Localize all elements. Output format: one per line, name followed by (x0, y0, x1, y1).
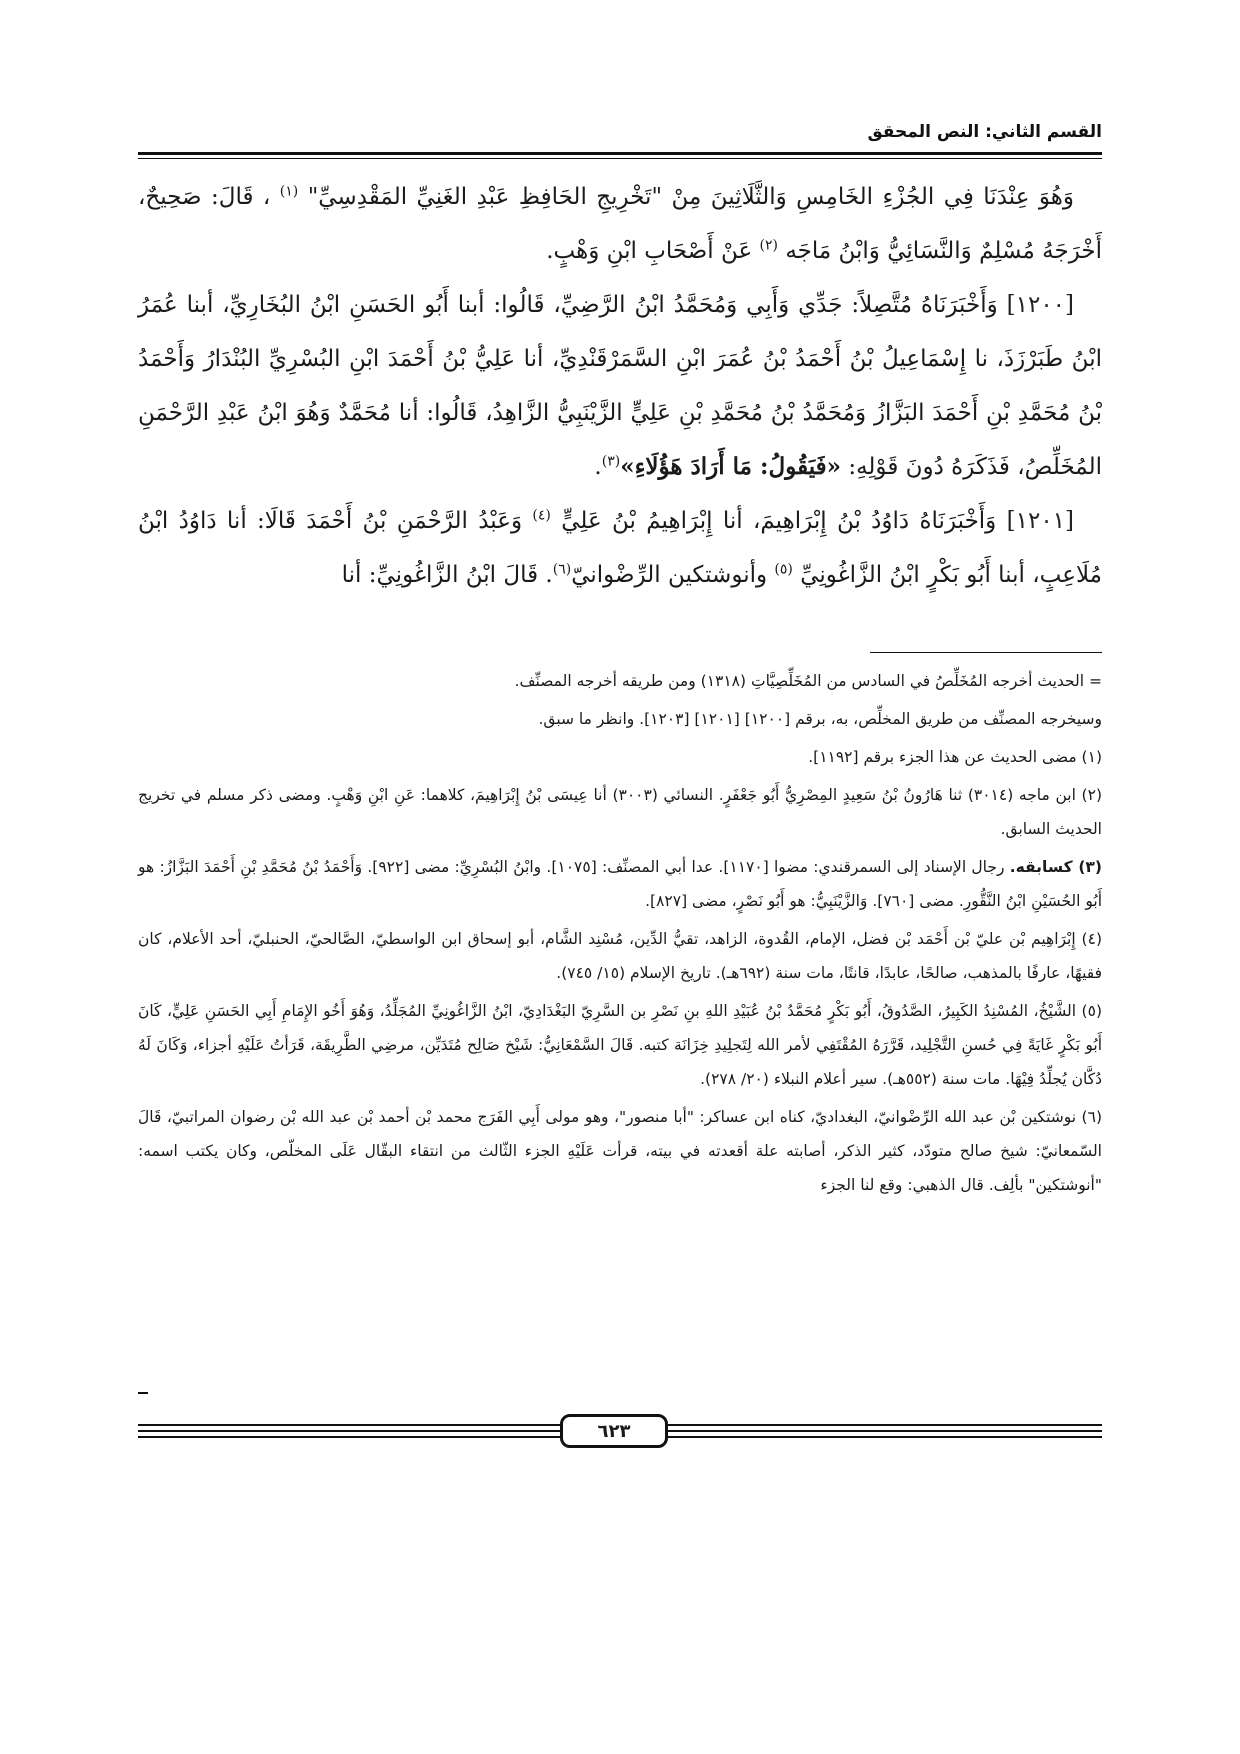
footnote-ref-6: (٦) (552, 561, 572, 578)
footnote-3-text: رجال الإسناد إلى السمرقندي: مضوا [١١٧٠]. عدا أبي المصنِّف: [١٠٧٥]. وابْنُ البُسْرِيِّ: مضى [٩٢٢]. وَأَحْمَدُ بْنُ مُحَمَّدِ بْنِ أَحْمَدَ البَزَّازُ: هو أَبُو الحُسَيْنِ ابْنُ النَّقُّورِ. مضى [٧٦٠]. وَالزَّيْنَبِيُّ: هو أَبُو نَصْرٍ، مضى [٨٢٧]. (138, 858, 1102, 910)
paragraph-1200-bold-quote: «فَيَقُولُ: مَا أَرَادَ هَؤُلَاءِ» (620, 453, 842, 480)
paragraph-1201 (138, 494, 1102, 602)
footnote-carryover-1: = الحديث أخرجه المُخَلِّصُ في السادس من المُخَلِّصِيَّاتِ (١٣١٨) ومن طريقه أخرجه المصنِّف. (514, 672, 1102, 690)
footnote-2: (٢) ابن ماجه (٣٠١٤) ثنا هَارُونُ بْنُ سَعِيدٍ المِصْرِيُّ أَبُو جَعْفَرٍ. النسائي (٣٠٠٣) أنا عِيسَى بْنُ إِبْرَاهِيمَ، كلاهما: عَنِ ابْنِ وَهْبٍ. ومضى ذكر مسلم في تخريج الحديث السابق. (138, 786, 1103, 838)
paragraph-1201-text-b: وَعَبْدُ الرَّحْمَنِ بْنُ أَحْمَدَ قَالَا: أنا دَاوُدُ ابْنُ مُلَاعِبٍ، أبنا أَبُو بَكْرٍ ابْنُ الزَّاغُونِيِّ (138, 508, 1102, 588)
footnote-1: (١) مضى الحديث عن هذا الجزء برقم [١١٩٢]. (808, 748, 1102, 766)
paragraph-1-text-c: عَنْ أَصْحَابِ ابْنِ وَهْبٍ. (546, 238, 753, 264)
footnote-3 (138, 850, 1102, 918)
continuation-mark (138, 1392, 148, 1394)
footnote-5: (٥) الشَّيْخُ، المُسْنِدُ الكَبِيرُ، الصَّدُوقُ، أَبُو بَكْرٍ مُحَمَّدُ بْنُ عُبَيْدِ اللهِ بنِ نَصْرِ بن السَّرِيّ البَغْدَادِيّ، ابْنُ الزَّاغُونِيِّ المُجَلِّدُ، وَهُوَ أَخُو الإِمَامِ أَبِي الحَسَنِ عَلِيٍّ، كَانَ أَبُو بَكْرٍ غَايَةً فِي حُسنِ التَّجْلِيد، قَرَّرَهُ المُقْتَفِي لأمر الله لِتَجلِيدِ خِزَانَة كتبه. قَالَ السَّمْعَانِيُّ: شَيْخ صَالِح مُتَدَيِّن، مرضِي الطَّرِيقَة، قَرَأتُ عَلَيْهِ أجزاء، وَكَانَ لَهُ دُكَّان يُجلِّدُ فِيْهَا. مات سنة (٥٥٢هـ). سير أعلام النبلاء (٢٠/ ٢٧٨). (138, 1002, 1102, 1088)
hadith-number-1201: [١٢٠١] (1006, 508, 1075, 534)
footnotes (138, 664, 1102, 1206)
header-rule (138, 152, 1102, 160)
paragraph-1 (138, 170, 1102, 278)
hadith-number-1200: [١٢٠٠] (1006, 292, 1075, 318)
header-rule-thin (138, 158, 1102, 159)
paragraph-1-text-a: وَهُوَ عِنْدَنَا فِي الجُزْءِ الخَامِسِ وَالثَّلَاثِينَ مِنْ "تَخْرِيجِ الحَافِظِ عَبْدِ الغَنِيِّ المَقْدِسِيِّ" (307, 184, 1074, 210)
paragraph-1200-end: . (594, 454, 602, 480)
footnote-ref-5: (٥) (774, 561, 793, 578)
footnote-ref-2: (٢) (759, 237, 778, 254)
footnote-4: (٤) إِبْرَاهِيم بْن عليّ بْن أَحْمَد بْن فضل، الإمام، القُدوة، الزاهد، تقيُّ الدِّين، مُسْنِد الشَّام، أبو إسحاق ابن الواسطيّ، الصَّالحيّ، الحنبليّ، أحد الأعلام، كان فقيهًا، عارفًا بالمذهب، صالحًا، عابدًا، قانتًا، مات سنة (٦٩٢هـ). تاريخ الإسلام (١٥/ ٧٤٥). (138, 930, 1102, 982)
header-rule-thick (138, 152, 1102, 155)
page-number: ٦٢٣ (560, 1414, 668, 1448)
footnote-ref-3: (٣) (601, 453, 621, 470)
paragraph-1201-text-d: . قَالَ ابْنُ الزَّاغُونِيِّ: أنا (341, 562, 553, 588)
footnote-separator (870, 652, 1102, 653)
main-text (138, 170, 1102, 602)
paragraph-1-text-b: ، قَالَ: صَحِيحٌ، أَخْرَجَهُ مُسْلِمٌ وَالنَّسَائِيُّ وَابْنُ مَاجَه (138, 184, 1102, 264)
footnote-ref-4: (٤) (532, 507, 551, 524)
footnote-3-label: (٣) كسابقه. (1009, 858, 1102, 876)
paragraph-1201-text-c: وأنوشتكين الرِّضْوانيّ (571, 562, 768, 588)
paragraph-1200-text: وَأَخْبَرَنَاهُ مُتَّصِلاً: جَدِّي وَأَبِي وَمُحَمَّدُ ابْنُ الرَّضِيِّ، قَالُوا: أبنا أَبُو الحَسَنِ ابْنُ البُخَارِيِّ، أبنا عُمَرُ ابْنُ طَبَرْزَذَ، نا إِسْمَاعِيلُ بْنُ أَحْمَدُ بْنُ عُمَرَ ابْنِ السَّمَرْقَنْدِيِّ، أنا عَلِيُّ بْنُ أَحْمَدَ ابْنِ البُسْرِيِّ البُنْدَارُ وَأَحْمَدُ بْنُ مُحَمَّدِ بْنِ أَحْمَدَ البَزَّازُ وَمُحَمَّدُ بْنُ مُحَمَّدِ بْنِ عَلِيٍّ الزَّيْنَبِيُّ الزَّاهِدُ، قَالُوا: أنا مُحَمَّدٌ وَهُوَ ابْنُ عَبْدِ الرَّحْمَنِ المُخَلِّصُ، فَذَكَرَهُ دُونَ قَوْلِهِ: (138, 292, 1102, 480)
footnote-6: (٦) نوشتكين بْن عبد الله الرِّضْوانيّ، البغداديّ، كناه ابن عساكر: "أبا منصور"، وهو مولى أَبِي الفَرَج محمد بْن أحمد بْن عبد الله بْن رضوان المراتبيّ، قَالَ السّمعانيّ: شيخ صالح متودّد، كثير الذكر، أصابته علة أقعدته في بيته، قرأت عَلَيْهِ الجزء الثّالث من انتقاء البقّال عَلَى المخلّص، وكان يكتب اسمه: "أنوشتكين" بألِف. قال الذهبي: وقع لنا الجزء (138, 1108, 1102, 1194)
paragraph-1200 (138, 278, 1102, 494)
footnote-carryover-2: وسيخرجه المصنِّف من طريق المخلِّص، به، برقم [١٢٠٠] [١٢٠١] [١٢٠٣]. وانظر ما سبق. (538, 710, 1102, 728)
footnote-ref-1: (١) (279, 183, 299, 200)
paragraph-1201-text-a: وَأَخْبَرَنَاهُ دَاوُدُ بْنُ إِبْرَاهِيمَ، أنا إِبْرَاهِيمُ بْنُ عَلِيٍّ (561, 508, 997, 534)
running-header: القسم الثاني: النص المحقق (867, 122, 1102, 142)
